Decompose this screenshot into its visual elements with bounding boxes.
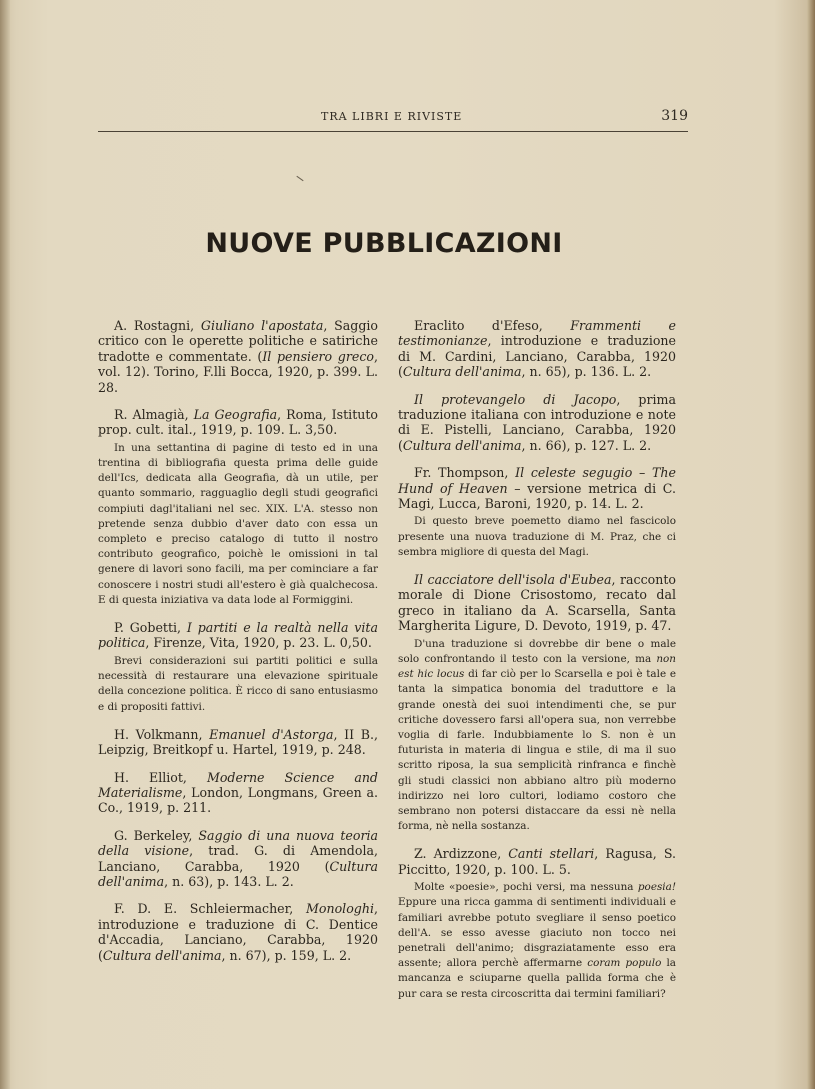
italic-title-text: La Geografia [193,407,278,423]
citation [98,727,378,758]
citation-text: Eppure una ricca gamma di sentimenti individuali e familiari avrebbe potuto svegliare il senso poetico dell'A. se esso avesse giaciuto non tocco nei penetrali dell'animo; disgraziatamente esso era assente; allora perchè affermarne [398,896,676,970]
citation-text: A. Rostagni, [114,318,201,333]
citation-text: G. Berkeley, [114,827,199,843]
citation-text: , introduzione e traduzione di C. Dentice d'Accadia, Lanciano, Carabba, 1920 ( [98,901,378,963]
citation [398,846,676,877]
italic-title-text: Giuliano l'apostata [200,318,324,333]
citation-text: – versione metrica di C. Magi, Lucca, Baroni, 1920, p. 14. L. 2. [398,480,676,512]
citation-text: di far ciò per lo Scarsella e poi è tale e tanta la simpatica bonomia del traduttore e la grande onestà dei suoi intendimenti che, se pur critiche dovessero farsi all'opera sua, non verrebbe voglia di farle. Indubbiamente lo S. non è un futurista in materia di lingua e stile, di ma il suo scritto riposa, la sua semplicità rinfranca e finchè gli studi classici non abbiano altro più moderno indirizzo nei loro cultori, lodiamo costoro che sembrano non potersi distaccare da essi nè nella forma, nè nella sostanza. [398,668,676,833]
citation-text: , Roma, Istituto prop. cult. ital., 1919, p. 109. L. 3,50. [98,407,379,438]
citation-text: H. Elliot, [114,769,207,785]
italic-title-text: coram populo [587,957,662,970]
citation [98,828,378,890]
citation [98,318,378,395]
citation-text: , introduzione e traduzione di M. Cardini, Lanciano, Carabba, 1920 ( [398,333,676,380]
italic-title-text: Il protevangelo di Jacopo [414,391,617,407]
publication-entry [398,465,676,560]
citation-text: Molte «poesie», pochi versi, ma nessuna [414,881,638,894]
citation-text: , racconto morale di Dione Crisostomo, recato dal greco in italiano da A. Scarsella, Santa Margherita Ligure, D. Devoto, 1919, p. 47. [398,572,676,634]
publication-entry [98,901,378,963]
left-column [98,318,378,975]
italic-title-text: Il pensiero greco [262,348,374,364]
italic-title-text: Emanuel d'Astorga [209,726,334,742]
page-number: 319 [661,108,688,124]
italic-title-text: poesia! [637,881,676,894]
section-title: NUOVE PUBBLICAZIONI [205,228,563,259]
page-right-edge [807,0,815,1089]
citation [98,407,378,438]
citation-text: , Saggio critico con le operette politiche e satiriche tradotte e commentate. ( [98,318,378,364]
ink-mark [296,176,303,181]
italic-title-text: Il celeste segugio – The Hund of Heaven [398,465,676,496]
italic-title-text: Cultura dell'anima [98,858,378,889]
citation-text: , n. 67), p. 159, L. 2. [221,947,352,963]
citation [398,465,676,511]
citation-text: la mancanza e sciuparne quella pallida forma che è pur cara se resta circoscritta dai termini familiari? [398,957,676,1000]
citation-text: H. Volkmann, [114,726,210,742]
italic-title-text: I partiti e la realtà nella vita politica [98,620,378,651]
publication-entry [98,407,378,608]
citation [398,318,676,380]
citation-text: , II B., Leipzig, Breitkopf u. Hartel, 1919, p. 248. [98,726,378,758]
citation-text: R. Almagià, [114,407,194,423]
review-note: Di questo breve poemetto diamo nel fascicolo presente una nuova traduzione di M. Praz, che ci sembra migliore di questa del Magi. [398,515,676,558]
citation [98,770,378,816]
publication-entry [398,572,676,834]
citation-text: , Firenze, Vita, 1920, p. 23. L. 0,50. [145,635,372,651]
citation-text: , n. 65), p. 136. L. 2. [521,364,652,380]
italic-title-text: Cultura dell'anima [102,947,222,963]
italic-title-text: Frammenti e testimonianze [398,318,676,349]
review-note [398,880,676,1002]
italic-title-text: Canti stellari [508,846,595,862]
italic-title-text: non est hic locus [398,652,676,681]
citation-text: , n. 66), p. 127. L. 2. [521,437,652,453]
italic-title-text: Il cacciatore dell'isola d'Eubea [414,572,612,588]
citation [398,572,676,634]
citation-text: , Ragusa, S. Piccitto, 1920, p. 100. L. 5. [398,846,677,877]
publication-entry [98,770,378,816]
italic-title-text: Cultura dell'anima [402,437,522,453]
page-left-edge [0,0,10,1089]
publication-entry [398,318,676,380]
citation [98,901,378,963]
citation [398,392,676,454]
citation-text: F. D. E. Schleiermacher, [114,901,306,917]
citation-text: , n. 63), p. 143. L. 2. [164,873,294,889]
review-note [398,637,676,835]
italic-title-text: Cultura dell'anima [402,364,522,380]
citation-text: , trad. G. di Amendola, Lanciano, Carabba, 1920 ( [98,843,378,874]
page-header [98,108,688,132]
publication-entry [98,828,378,890]
citation [98,620,378,651]
citation-text: Z. Ardizzone, [414,846,509,862]
right-column [398,318,676,1014]
citation-text: , vol. 12). Torino, F.lli Bocca, 1920, p. 399. L. 28. [98,348,378,395]
publication-entry [98,318,378,395]
citation-text: P. Gobetti, [114,620,187,636]
publication-entry [398,392,676,454]
citation-text: , London, Longmans, Green a. Co., 1919, p. 211. [98,784,378,816]
citation-text: Eraclito d'Efeso, [414,318,571,333]
running-title: TRA LIBRI E RIVISTE [321,110,463,123]
citation-text: Fr. Thompson, [414,465,516,481]
publication-entry [98,620,378,715]
review-note: Brevi considerazioni sui partiti politici e sulla necessità di restaurare una elevazione spirituale della concezione politica. È ricco di sano entusiasmo e di propositi fattivi. [98,654,378,713]
italic-title-text: Moderne Science and Materialisme [98,769,378,800]
citation-text: , prima traduzione italiana con introduzione e note di E. Pistelli, Lanciano, Carabba, 1920 ( [398,391,676,453]
citation-text: D'una traduzione si dovrebbe dir bene o male solo confrontando il testo con la versione, ma [398,637,676,665]
italic-title-text: Monologhi [306,901,374,917]
review-note: In una settantina di pagine di testo ed in una trentina di bibliografia questa prima delle guide dell'Ics, dedicata alla Geografia, dà un utile, per quanto sommario, ragguaglio degli studi geografici compiuti dagl'italiani nel sec. XIX. L'A. stesso non pretende senza dubbio d'aver dato con essa un completo e preciso catalogo di tutto il nostro contributo geografico, poichè le omissioni in tal genere di lavori sono facili, ma per cominciare a far conoscere i nostri studi all'estero è già qualchecosa. E di questa iniziativa va data lode al Formiggini. [98,441,378,606]
header-rule [98,131,688,132]
publication-entry [98,727,378,758]
italic-title-text: Saggio di una nuova teoria della visione [98,827,378,859]
publication-entry [398,846,676,1001]
